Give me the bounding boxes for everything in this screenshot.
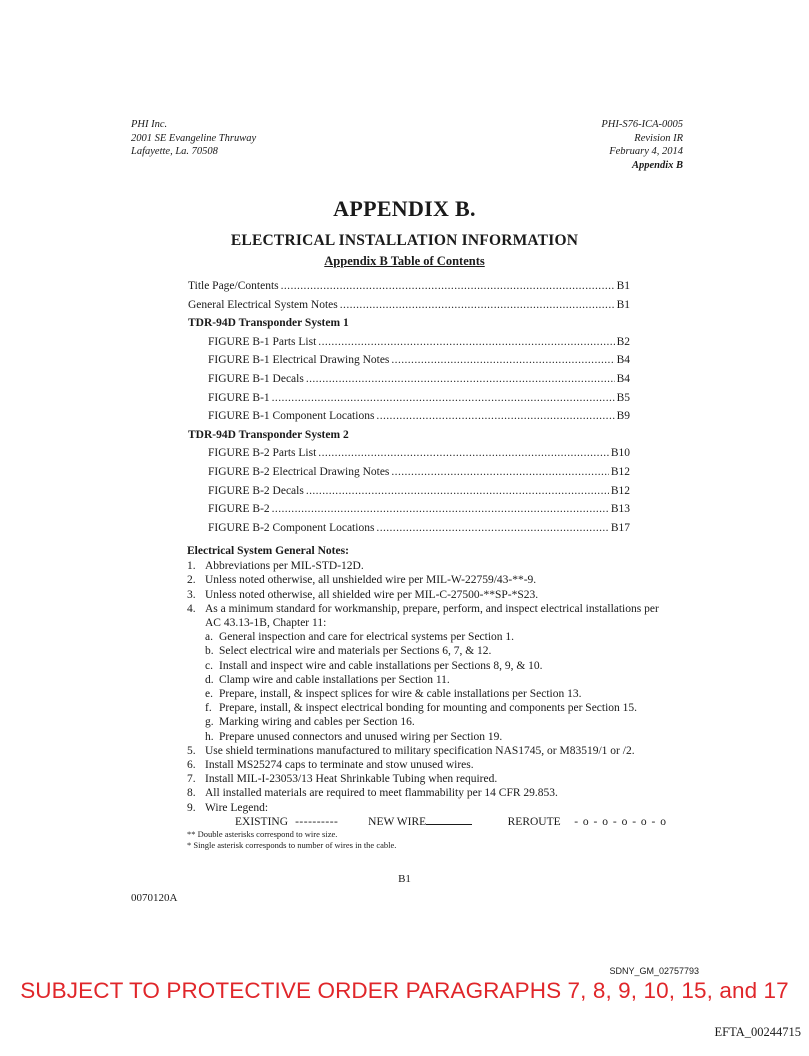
doc-number: PHI-S76-ICA-0005 bbox=[601, 119, 683, 130]
notes-heading: Electrical System General Notes: bbox=[187, 545, 349, 557]
note-item: 7. Install MIL-I-23053/13 Heat Shrinkable Tubing when required. bbox=[187, 773, 498, 786]
wire-legend bbox=[187, 815, 667, 829]
toc-entry: FIGURE B-1 Decals ..... B4 bbox=[188, 373, 630, 392]
legend-reroute-symbol: - o - o - o - o - o bbox=[574, 815, 667, 828]
legend-reroute-label: REROUTE bbox=[507, 815, 561, 828]
toc-entry: FIGURE B-1 Parts List ..... B2 bbox=[188, 336, 630, 355]
page-number: B1 bbox=[398, 873, 411, 885]
toc-entry: FIGURE B-2 ..... B13 bbox=[188, 503, 630, 522]
note-item: 5. Use shield terminations manufactured to military specification NAS1745, or M83519/1 or /2. bbox=[187, 744, 635, 757]
legend-existing-symbol: ---------- bbox=[295, 815, 339, 828]
note-item: 4. As a minimum standard for workmanship, prepare, perform, and inspect electrical installations per AC 43.13-1B, Chapter 11: bbox=[187, 602, 659, 630]
note-subitem: b. Select electrical wire and materials per Sections 6, 7, & 12. bbox=[205, 645, 492, 658]
note-item: 1. Abbreviations per MIL-STD-12D. bbox=[187, 560, 364, 573]
company-address-line2: Lafayette, La. 70508 bbox=[131, 146, 218, 157]
toc-entry: FIGURE B-2 Parts List ..... B10 bbox=[188, 447, 630, 466]
protective-order-stamp: SUBJECT TO PROTECTIVE ORDER PARAGRAPHS 7, 8, 9, 10, 15, and 17 bbox=[20, 978, 789, 1003]
note-subitem: e. Prepare, install, & inspect splices for wire & cable installations per Section 13. bbox=[205, 688, 582, 701]
doc-appendix: Appendix B bbox=[631, 159, 683, 171]
note-subitem: g. Marking wiring and cables per Section 16. bbox=[205, 716, 415, 729]
toc-heading: Appendix B Table of Contents bbox=[324, 254, 485, 268]
note-subitem: a. General inspection and care for electrical systems per Section 1. bbox=[205, 631, 515, 644]
bates-number: SDNY_GM_02757793 bbox=[609, 966, 699, 976]
toc-entry: FIGURE B-2 Decals ..... B12 bbox=[188, 485, 630, 504]
note-item: 6. Install MS25274 caps to terminate and stow unused wires. bbox=[187, 759, 474, 772]
toc-entry: FIGURE B-2 Electrical Drawing Notes ..... B12 bbox=[188, 466, 630, 485]
footnote: * Single asterisk corresponds to number of wires in the cable. bbox=[187, 840, 397, 851]
footnote: ** Double asterisks correspond to wire size. bbox=[187, 829, 338, 840]
note-item: 9. Wire Legend: bbox=[187, 801, 269, 814]
general-notes bbox=[187, 544, 667, 851]
document-id: 0070120A bbox=[131, 892, 178, 904]
toc-entry: FIGURE B-1 Component Locations ..... B9 bbox=[188, 410, 630, 429]
note-subitem: h. Prepare unused connectors and unused wiring per Section 19. bbox=[205, 730, 503, 743]
page-subtitle: ELECTRICAL INSTALLATION INFORMATION bbox=[230, 232, 579, 249]
toc-entry: Title Page/Contents ..... B1 bbox=[188, 280, 630, 299]
note-subitem: d. Clamp wire and cable installations per Section 11. bbox=[205, 673, 450, 686]
company-address-line1: 2001 SE Evangeline Thruway bbox=[131, 132, 257, 144]
header-doc-block bbox=[601, 118, 683, 172]
doc-revision: Revision IR bbox=[634, 132, 683, 144]
note-item: 3. Unless noted otherwise, all shielded wire per MIL-C-27500-**SP-*S23. bbox=[187, 588, 539, 601]
table-of-contents bbox=[188, 280, 630, 540]
company-name: PHI Inc. bbox=[131, 119, 168, 130]
page-title: APPENDIX B. bbox=[333, 196, 476, 221]
note-subitem: f. Prepare, install, & inspect electrical bonding for mounting and components per Section 15. bbox=[205, 702, 638, 715]
note-item: 8. All installed materials are required to meet flammability per 14 CFR 29.853. bbox=[187, 787, 558, 800]
toc-entry: FIGURE B-1 Electrical Drawing Notes ..... B4 bbox=[188, 354, 630, 373]
legend-new-line-icon bbox=[426, 824, 471, 825]
toc-entry: General Electrical System Notes ..... B1 bbox=[188, 299, 630, 318]
legend-existing-label: EXISTING bbox=[235, 815, 289, 828]
toc-section: TDR-94D Transponder System 2 bbox=[188, 428, 349, 441]
doc-date: February 4, 2014 bbox=[609, 146, 683, 157]
toc-entry: FIGURE B-2 Component Locations ..... B17 bbox=[188, 522, 630, 541]
header-company-block bbox=[131, 118, 256, 159]
toc-section: TDR-94D Transponder System 1 bbox=[188, 317, 349, 330]
note-subitem: c. Install and inspect wire and cable installations per Sections 8, 9, & 10. bbox=[205, 659, 543, 672]
note-item: 2. Unless noted otherwise, all unshielded wire per MIL-W-22759/43-**-9. bbox=[187, 574, 537, 587]
efta-number: EFTA_00244715 bbox=[714, 1025, 801, 1039]
legend-new-label: NEW WIRE bbox=[368, 815, 427, 828]
toc-entry: FIGURE B-1 ..... B5 bbox=[188, 392, 630, 411]
